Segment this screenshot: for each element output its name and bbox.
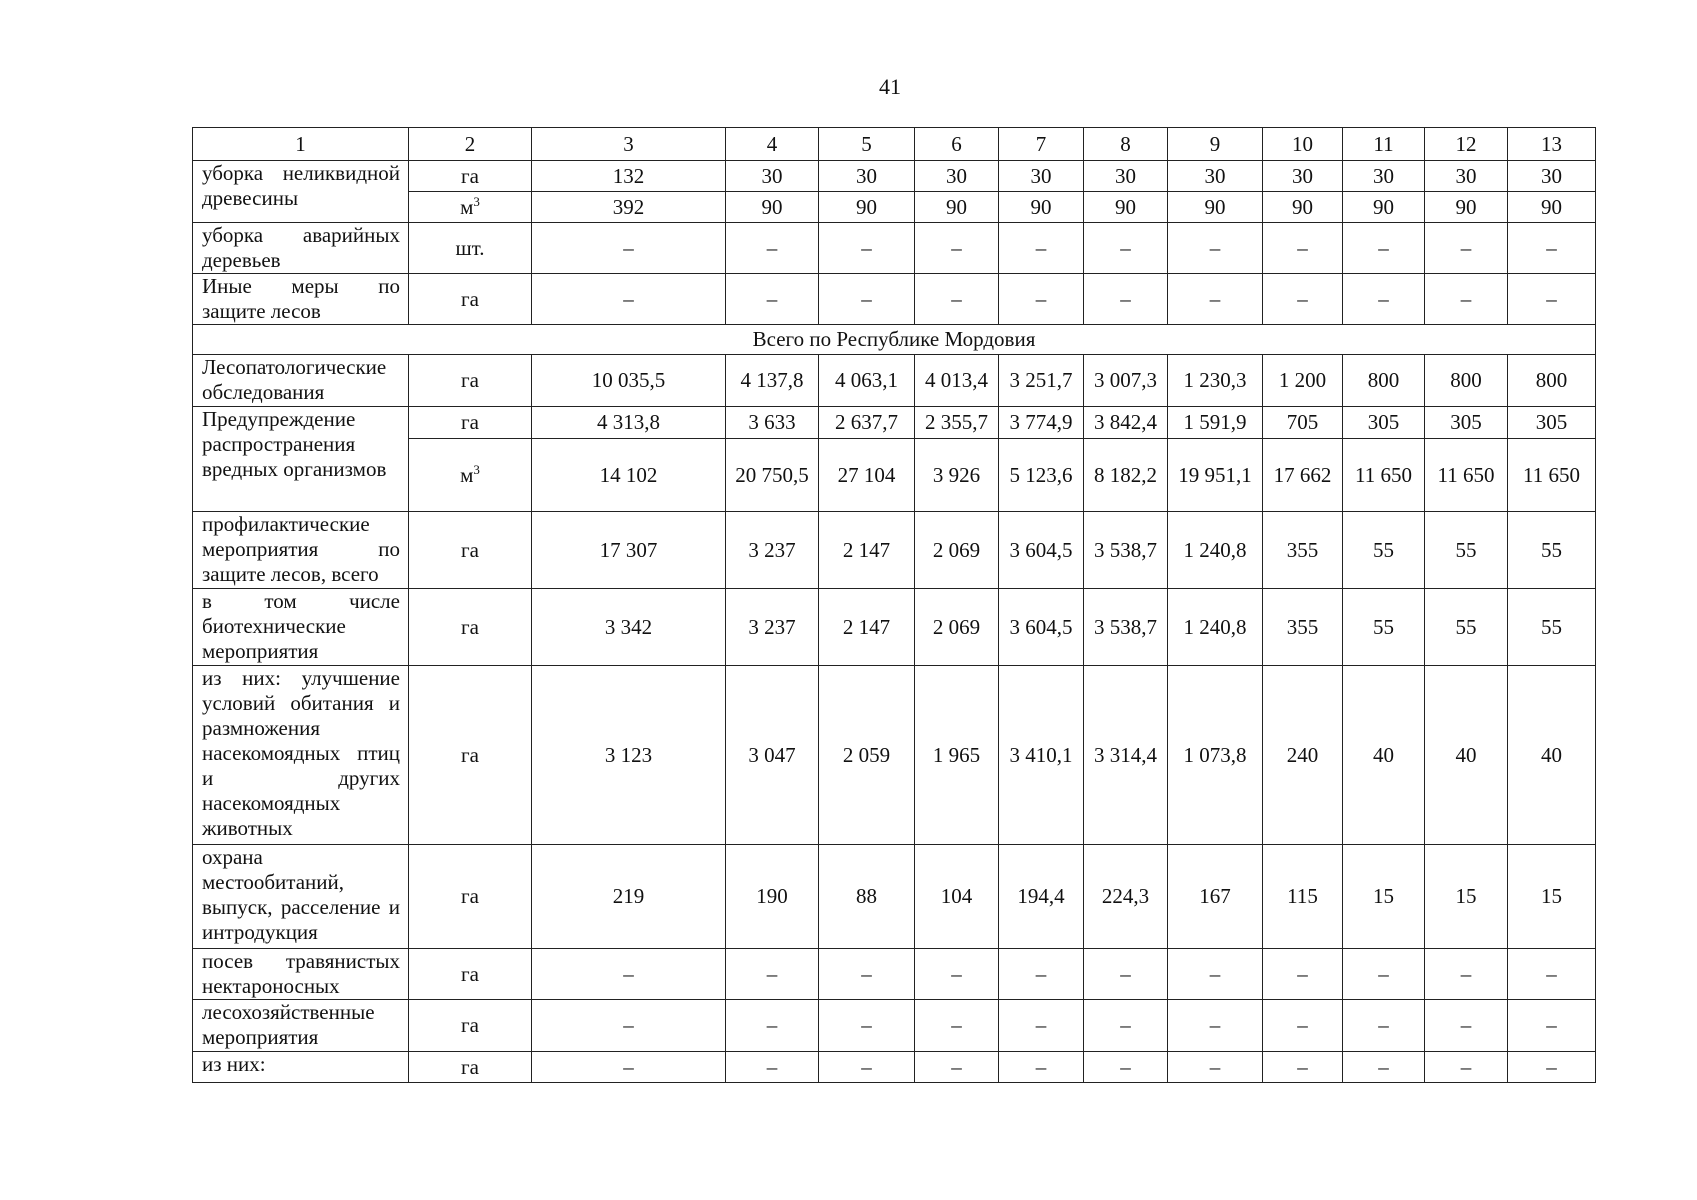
value-cell: – <box>532 949 726 1000</box>
header-cell: 8 <box>1084 128 1168 161</box>
value-cell: 3 926 <box>915 439 999 512</box>
value-cell: – <box>1084 223 1168 274</box>
value-cell: 55 <box>1343 589 1425 666</box>
row-label: из них: улучшение условий обитания и размножения насекомоядных птиц и других насекомоядных животных <box>193 666 409 845</box>
header-cell: 10 <box>1263 128 1343 161</box>
value-cell: 30 <box>1343 161 1425 192</box>
value-cell: 90 <box>915 192 999 223</box>
value-cell: – <box>532 1052 726 1083</box>
row-label: лесохозяйственные мероприятия <box>193 1000 409 1052</box>
value-cell: 1 965 <box>915 666 999 845</box>
value-cell: 4 013,4 <box>915 355 999 407</box>
value-cell: 104 <box>915 845 999 949</box>
value-cell: 11 650 <box>1343 439 1425 512</box>
row-label: профилактические мероприятия по защите лесов, всего <box>193 512 409 589</box>
value-cell: – <box>726 223 819 274</box>
value-cell: 27 104 <box>819 439 915 512</box>
value-cell: 30 <box>915 161 999 192</box>
value-cell: 800 <box>1343 355 1425 407</box>
value-cell: 800 <box>1508 355 1596 407</box>
value-cell: 20 750,5 <box>726 439 819 512</box>
value-cell: – <box>1425 949 1508 1000</box>
value-cell: 3 314,4 <box>1084 666 1168 845</box>
row-label: из них: <box>193 1052 409 1083</box>
value-cell: 3 604,5 <box>999 512 1084 589</box>
value-cell: – <box>1508 1052 1596 1083</box>
value-cell: 240 <box>1263 666 1343 845</box>
value-cell: 4 313,8 <box>532 407 726 439</box>
header-cell: 5 <box>819 128 915 161</box>
value-cell: 3 123 <box>532 666 726 845</box>
value-cell: – <box>915 1000 999 1052</box>
value-cell: 3 237 <box>726 512 819 589</box>
unit-cell: га <box>409 1052 532 1083</box>
header-cell: 3 <box>532 128 726 161</box>
value-cell: – <box>999 949 1084 1000</box>
value-cell: – <box>1425 1000 1508 1052</box>
unit-cell: га <box>409 512 532 589</box>
unit-cell: га <box>409 274 532 325</box>
value-cell: 90 <box>726 192 819 223</box>
value-cell: – <box>999 274 1084 325</box>
value-cell: 55 <box>1508 512 1596 589</box>
value-cell: 4 063,1 <box>819 355 915 407</box>
value-cell: 3 047 <box>726 666 819 845</box>
value-cell: – <box>915 1052 999 1083</box>
table-row <box>193 1052 1596 1083</box>
value-cell: – <box>1343 1052 1425 1083</box>
table-row <box>193 949 1596 1000</box>
value-cell: 8 182,2 <box>1084 439 1168 512</box>
unit-cell: га <box>409 589 532 666</box>
value-cell: – <box>532 1000 726 1052</box>
value-cell: 30 <box>1508 161 1596 192</box>
value-cell: 55 <box>1425 512 1508 589</box>
value-cell: 55 <box>1343 512 1425 589</box>
header-cell: 1 <box>193 128 409 161</box>
unit-cell: шт. <box>409 223 532 274</box>
value-cell: – <box>819 1000 915 1052</box>
unit-cell: га <box>409 949 532 1000</box>
value-cell: – <box>1084 949 1168 1000</box>
value-cell: – <box>726 1052 819 1083</box>
header-cell: 12 <box>1425 128 1508 161</box>
value-cell: – <box>1343 223 1425 274</box>
value-cell: – <box>1343 949 1425 1000</box>
unit-cell: га <box>409 407 532 439</box>
header-cell: 11 <box>1343 128 1425 161</box>
value-cell: 90 <box>1508 192 1596 223</box>
header-row <box>193 128 1596 161</box>
value-cell: – <box>915 949 999 1000</box>
section-row <box>193 325 1596 355</box>
value-cell: – <box>1263 1000 1343 1052</box>
value-cell: – <box>999 1000 1084 1052</box>
table-row <box>193 355 1596 407</box>
value-cell: 90 <box>819 192 915 223</box>
value-cell: 1 240,8 <box>1168 512 1263 589</box>
value-cell: 132 <box>532 161 726 192</box>
value-cell: – <box>1508 223 1596 274</box>
value-cell: 3 633 <box>726 407 819 439</box>
value-cell: 90 <box>1168 192 1263 223</box>
value-cell: – <box>819 274 915 325</box>
value-cell: – <box>1508 1000 1596 1052</box>
value-cell: – <box>915 223 999 274</box>
value-cell: 305 <box>1343 407 1425 439</box>
row-label: охрана местообитаний, выпуск, расселение и интродукция <box>193 845 409 949</box>
value-cell: 19 951,1 <box>1168 439 1263 512</box>
table-row <box>193 274 1596 325</box>
value-cell: 1 230,3 <box>1168 355 1263 407</box>
unit-cell: га <box>409 845 532 949</box>
section-title: Всего по Республике Мордовия <box>193 325 1596 355</box>
value-cell: 3 538,7 <box>1084 512 1168 589</box>
value-cell: 3 538,7 <box>1084 589 1168 666</box>
value-cell: – <box>999 223 1084 274</box>
value-cell: – <box>1508 274 1596 325</box>
value-cell: 305 <box>1508 407 1596 439</box>
table-row <box>193 845 1596 949</box>
value-cell: 90 <box>1425 192 1508 223</box>
value-cell: 90 <box>1263 192 1343 223</box>
value-cell: – <box>1168 1000 1263 1052</box>
forest-protection-table <box>192 127 1596 1083</box>
value-cell: 3 342 <box>532 589 726 666</box>
value-cell: 5 123,6 <box>999 439 1084 512</box>
value-cell: 30 <box>1168 161 1263 192</box>
value-cell: 705 <box>1263 407 1343 439</box>
value-cell: 30 <box>819 161 915 192</box>
value-cell: – <box>819 1052 915 1083</box>
value-cell: 305 <box>1425 407 1508 439</box>
value-cell: 115 <box>1263 845 1343 949</box>
value-cell: – <box>532 274 726 325</box>
row-label: посев травянистых нектароносных <box>193 949 409 1000</box>
row-label: Лесопатологические обследования <box>193 355 409 407</box>
header-cell: 9 <box>1168 128 1263 161</box>
value-cell: 30 <box>726 161 819 192</box>
value-cell: 55 <box>1508 589 1596 666</box>
value-cell: 355 <box>1263 589 1343 666</box>
value-cell: 2 059 <box>819 666 915 845</box>
row-label: в том числе биотехнические мероприятия <box>193 589 409 666</box>
row-label: Предупреждение распространения вредных организмов <box>193 407 409 512</box>
row-label: уборка неликвидной древесины <box>193 161 409 223</box>
value-cell: 2 069 <box>915 512 999 589</box>
value-cell: – <box>999 1052 1084 1083</box>
value-cell: – <box>1508 949 1596 1000</box>
value-cell: 190 <box>726 845 819 949</box>
value-cell: 355 <box>1263 512 1343 589</box>
value-cell: 2 069 <box>915 589 999 666</box>
value-cell: 2 355,7 <box>915 407 999 439</box>
value-cell: 30 <box>1263 161 1343 192</box>
unit-cell: га <box>409 1000 532 1052</box>
unit-cell: $м^3$ <box>409 439 532 512</box>
value-cell: – <box>1084 1052 1168 1083</box>
value-cell: – <box>819 223 915 274</box>
value-cell: 15 <box>1343 845 1425 949</box>
table-row <box>193 161 1596 192</box>
row-label: Иные меры по защите лесов <box>193 274 409 325</box>
value-cell: 40 <box>1425 666 1508 845</box>
value-cell: 800 <box>1425 355 1508 407</box>
header-cell: 7 <box>999 128 1084 161</box>
value-cell: 167 <box>1168 845 1263 949</box>
value-cell: 1 240,8 <box>1168 589 1263 666</box>
value-cell: 194,4 <box>999 845 1084 949</box>
value-cell: 30 <box>999 161 1084 192</box>
value-cell: – <box>1263 223 1343 274</box>
header-cell: 6 <box>915 128 999 161</box>
table-row <box>193 1000 1596 1052</box>
value-cell: 3 774,9 <box>999 407 1084 439</box>
value-cell: – <box>726 1000 819 1052</box>
value-cell: – <box>819 949 915 1000</box>
value-cell: 3 842,4 <box>1084 407 1168 439</box>
value-cell: 4 137,8 <box>726 355 819 407</box>
value-cell: 3 410,1 <box>999 666 1084 845</box>
table-row <box>193 666 1596 845</box>
value-cell: 224,3 <box>1084 845 1168 949</box>
value-cell: – <box>1168 274 1263 325</box>
unit-cell: га <box>409 355 532 407</box>
value-cell: 30 <box>1084 161 1168 192</box>
value-cell: 219 <box>532 845 726 949</box>
value-cell: – <box>1168 1052 1263 1083</box>
value-cell: 10 035,5 <box>532 355 726 407</box>
value-cell: – <box>1263 949 1343 1000</box>
value-cell: – <box>915 274 999 325</box>
value-cell: – <box>726 949 819 1000</box>
value-cell: 30 <box>1425 161 1508 192</box>
value-cell: 17 662 <box>1263 439 1343 512</box>
value-cell: 3 007,3 <box>1084 355 1168 407</box>
value-cell: – <box>532 223 726 274</box>
value-cell: 15 <box>1508 845 1596 949</box>
value-cell: – <box>1343 274 1425 325</box>
value-cell: 55 <box>1425 589 1508 666</box>
header-cell: 2 <box>409 128 532 161</box>
value-cell: – <box>1168 949 1263 1000</box>
value-cell: 40 <box>1343 666 1425 845</box>
value-cell: – <box>1425 1052 1508 1083</box>
value-cell: 15 <box>1425 845 1508 949</box>
value-cell: – <box>1425 274 1508 325</box>
header-cell: 4 <box>726 128 819 161</box>
row-label: уборка аварийных деревьев <box>193 223 409 274</box>
value-cell: 2 147 <box>819 512 915 589</box>
value-cell: 90 <box>1084 192 1168 223</box>
value-cell: 90 <box>999 192 1084 223</box>
value-cell: – <box>1084 1000 1168 1052</box>
table-row <box>193 407 1596 439</box>
unit-cell: га <box>409 161 532 192</box>
value-cell: 11 650 <box>1425 439 1508 512</box>
value-cell: 2 637,7 <box>819 407 915 439</box>
value-cell: 1 591,9 <box>1168 407 1263 439</box>
unit-cell: га <box>409 666 532 845</box>
header-cell: 13 <box>1508 128 1596 161</box>
value-cell: 3 251,7 <box>999 355 1084 407</box>
value-cell: 3 604,5 <box>999 589 1084 666</box>
unit-cell: $м^3$ <box>409 192 532 223</box>
value-cell: 1 200 <box>1263 355 1343 407</box>
value-cell: 3 237 <box>726 589 819 666</box>
value-cell: 14 102 <box>532 439 726 512</box>
table-row <box>193 223 1596 274</box>
value-cell: – <box>726 274 819 325</box>
value-cell: 90 <box>1343 192 1425 223</box>
value-cell: 2 147 <box>819 589 915 666</box>
table-row <box>193 589 1596 666</box>
value-cell: – <box>1168 223 1263 274</box>
table-row <box>193 512 1596 589</box>
value-cell: 17 307 <box>532 512 726 589</box>
value-cell: 1 073,8 <box>1168 666 1263 845</box>
page-number: 41 <box>879 74 901 99</box>
value-cell: – <box>1343 1000 1425 1052</box>
value-cell: 88 <box>819 845 915 949</box>
value-cell: – <box>1084 274 1168 325</box>
value-cell: – <box>1425 223 1508 274</box>
value-cell: 40 <box>1508 666 1596 845</box>
value-cell: – <box>1263 1052 1343 1083</box>
value-cell: – <box>1263 274 1343 325</box>
value-cell: 11 650 <box>1508 439 1596 512</box>
value-cell: 392 <box>532 192 726 223</box>
